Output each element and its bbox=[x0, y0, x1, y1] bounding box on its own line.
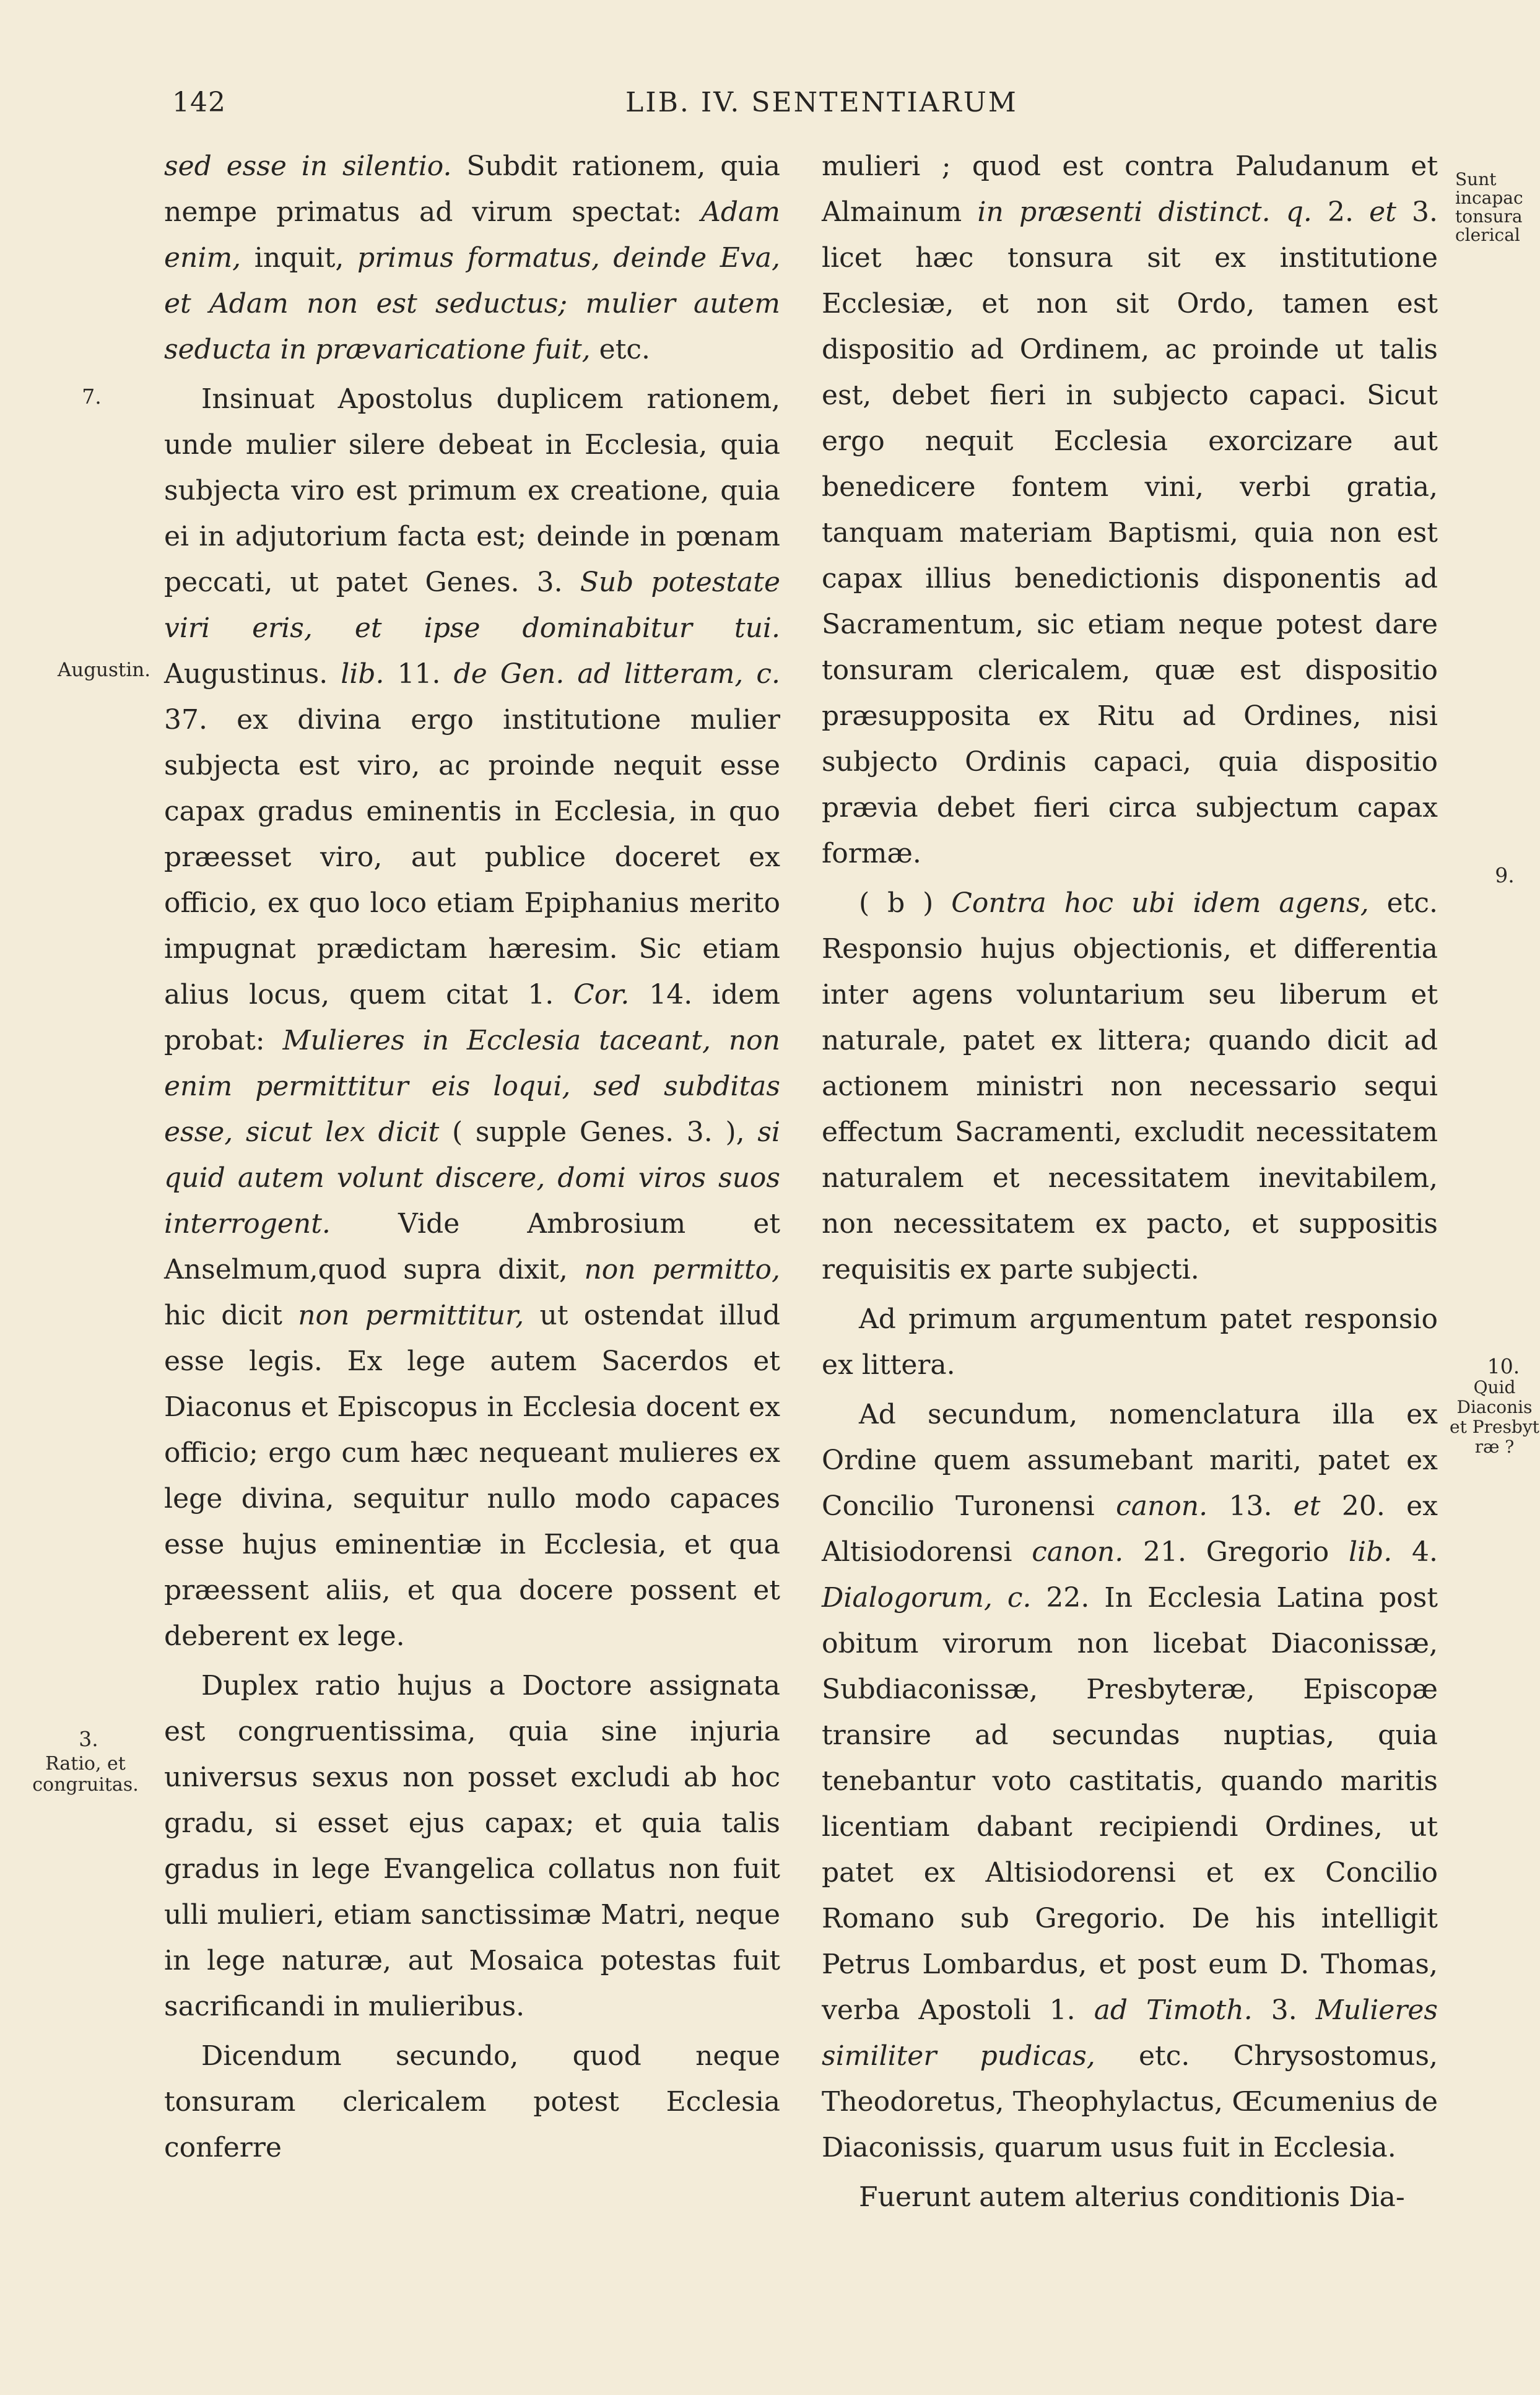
right-column bbox=[822, 144, 1438, 2224]
left-column bbox=[164, 144, 780, 2175]
italic-text-run: Cor. bbox=[573, 979, 630, 1011]
italic-text-run: non permittitur, bbox=[298, 1300, 524, 1331]
text-run: 13. bbox=[1207, 1490, 1294, 1522]
italic-text-run: et bbox=[1293, 1490, 1321, 1522]
italic-text-run: sed esse in silentio. bbox=[164, 150, 452, 182]
text-run: 37. ex divina ergo institutione mulier subjecta est viro, ac proinde nequit esse capax gradus eminentis in Ecclesia, in quo præesset viro, aut publice doceret ex officio, ex quo loco etiam Epiphanius merito impugnat prædictam hæresim. Sic etiam alius locus, quem citat 1. bbox=[164, 704, 780, 1011]
left-paragraph-2 bbox=[164, 376, 780, 1659]
italic-text-run: Adam enim, bbox=[164, 196, 780, 274]
text-run: Vide Ambrosium et Anselmum,quod supra dixit, bbox=[164, 1208, 780, 1285]
text-run: Fuerunt autem alterius conditionis Dia- bbox=[859, 2181, 1405, 2213]
margin-number-10: 10. bbox=[1487, 1354, 1520, 1378]
text-run: 3. licet hæc tonsura sit ex institutione Ecclesiæ, et non sit Ordo, tamen est dispositio ad Ordinem, ac proinde ut talis est, debet fieri in subjecto capaci. Sicut ergo nequit Ecclesia exorcizare aut benedicere fontem vini, verbi gratia, tanquam materiam Baptismi, quia non est capax illius benedictionis disponentis ad Sacramentum, sic etiam neque potest dare tonsuram clericalem, quæ est dispositio præsupposita ex Ritu ad Ordines, nisi subjecto Ordinis capaci, quia dispositio prævia debet fieri circa subjectum capax formæ. bbox=[822, 196, 1438, 869]
text-run: mulieri ; quod est contra Paludanum et Almainum bbox=[822, 150, 1438, 228]
text-run: 2. bbox=[1312, 196, 1370, 228]
margin-note-quid-diaconissae: Quid Diaconis et Presbyt ræ ? bbox=[1450, 1377, 1539, 1457]
right-paragraph-3 bbox=[822, 1297, 1438, 1388]
italic-text-run: Sub potestate viri eris, et ipse dominabitur tui. bbox=[164, 567, 781, 644]
running-title: LIB. IV. SENTENTIARUM bbox=[625, 87, 1018, 118]
text-run: etc. bbox=[590, 334, 651, 365]
text-run: 20. ex Altisiodorensi bbox=[822, 1490, 1438, 1568]
left-paragraph-3 bbox=[164, 1663, 780, 2030]
right-paragraph-2 bbox=[822, 880, 1438, 1293]
text-run: Duplex ratio hujus a Doctore assignata est congruentissima, quia sine injuria universus sexus non posset excludi ab hoc gradu, si esset ejus capax; et quia talis gradus in lege Evangelica collatus non fuit ulli mulieri, etiam sanctissimæ Matri, neque in lege naturæ, aut Mosaica potestas fuit sacrificandi in mulieribus. bbox=[164, 1670, 780, 2022]
page-number: 142 bbox=[172, 87, 226, 118]
text-run: Insinuat Apostolus duplicem rationem, unde mulier silere debeat in Ecclesia, quia subjecta viro est primum ex creatione, quia ei in adjutorium facta est; deinde in pœnam peccati, ut patet Genes. 3. bbox=[164, 383, 780, 598]
text-run: Dicendum secundo, quod neque tonsuram clericalem potest Ecclesia conferre bbox=[164, 2040, 780, 2163]
text-run: Ad secundum, nomenclatura illa ex Ordine quem assumebant mariti, patet ex Concilio Turonensi bbox=[822, 1399, 1438, 1522]
text-run: Subdit rationem, quia nempe primatus ad virum spectat: bbox=[164, 150, 780, 228]
text-run: etc. Chrysostomus, Theodoretus, Theophylactus, Œcumenius de Diaconissis, quarum usus fuit in Ecclesia. bbox=[822, 2040, 1438, 2163]
text-run: ( b ) bbox=[859, 887, 952, 919]
right-paragraph-4 bbox=[822, 1392, 1438, 2171]
right-paragraph-1 bbox=[822, 144, 1438, 877]
right-paragraph-5 bbox=[822, 2175, 1438, 2220]
margin-number-7: 7. bbox=[82, 385, 102, 409]
text-run: inquit, bbox=[241, 242, 357, 274]
text-run: 3. bbox=[1252, 1994, 1316, 2026]
margin-note-augustin: Augustin. bbox=[57, 659, 151, 681]
text-run: 22. In Ecclesia Latina post obitum virorum non licebat Diaconissæ, Subdiaconissæ, Presbyteræ, Episcopæ transire ad secundas nuptias, quia tenebantur voto castitatis, quando maritis licentiam dabant recipiendi Ordines, ut patet ex Altisiodorensi et ex Concilio Romano sub Gregorio. De his intelligit Petrus Lombardus, et post eum D. Thomas, verba Apostoli 1. bbox=[822, 1582, 1438, 2026]
italic-text-run: Dialogorum, c. bbox=[822, 1582, 1032, 1614]
margin-note-ratio-congruitas: Ratio, et congruitas. bbox=[32, 1753, 139, 1796]
italic-text-run: si quid autem volunt discere, domi viros suos interrogent. bbox=[164, 1116, 780, 1240]
text-run: Augustinus. bbox=[164, 658, 341, 690]
text-run: ( supple Genes. 3. ), bbox=[439, 1116, 758, 1148]
left-paragraph-1 bbox=[164, 144, 780, 373]
italic-text-run: et bbox=[1369, 196, 1396, 228]
italic-text-run: non permitto, bbox=[584, 1254, 780, 1285]
text-run: etc. Responsio hujus objectionis, et differentia inter agens voluntarium seu liberum et naturale, patet ex littera; quando dicit ad actionem ministri non necessario sequi effectum Sacramenti, excludit necessitatem naturalem et necessitatem inevitabilem, non necessitatem ex pacto, et suppositis requisitis ex parte subjecti. bbox=[822, 887, 1438, 1285]
italic-text-run: Mulieres similiter pudicas, bbox=[822, 1994, 1438, 2072]
italic-text-run: lib. bbox=[1348, 1536, 1393, 1568]
text-run: 11. bbox=[384, 658, 454, 690]
italic-text-run: de Gen. ad litteram, c. bbox=[453, 658, 780, 690]
text-run: 21. Gregorio bbox=[1123, 1536, 1349, 1568]
margin-number-9: 9. bbox=[1495, 863, 1515, 887]
italic-text-run: canon. bbox=[1032, 1536, 1124, 1568]
italic-text-run: in præsenti distinct. q. bbox=[977, 196, 1312, 228]
left-paragraph-4 bbox=[164, 2033, 780, 2171]
italic-text-run: ad Timoth. bbox=[1094, 1994, 1253, 2026]
italic-text-run: Contra hoc ubi idem agens, bbox=[951, 887, 1369, 919]
italic-text-run: Mulieres in Ecclesia taceant, non enim permittitur eis loqui, sed subditas esse, sicut lex dicit bbox=[164, 1025, 780, 1148]
italic-text-run: primus formatus, deinde Eva, et Adam non est seductus; mulier autem seducta in prævaricatione fuit, bbox=[164, 242, 780, 365]
italic-text-run: canon. bbox=[1116, 1490, 1208, 1522]
margin-note-sunt-incapaces: Sunt incapac tonsura clerical bbox=[1455, 169, 1523, 245]
text-run: Ad primum argumentum patet responsio ex littera. bbox=[822, 1303, 1438, 1381]
text-run: ut ostendat illud esse legis. Ex lege autem Sacerdos et Diaconus et Episcopus in Ecclesia docent ex officio; ergo cum hæc nequeant mulieres ex lege divina, sequitur nullo modo capaces esse hujus eminentiæ in Ecclesia, et qua præessent aliis, et qua docere possent et deberent ex lege. bbox=[164, 1300, 780, 1652]
text-run: 4. bbox=[1392, 1536, 1438, 1568]
italic-text-run: lib. bbox=[341, 658, 385, 690]
text-run: 14. idem probat: bbox=[164, 979, 780, 1056]
text-run: hic dicit bbox=[164, 1300, 298, 1331]
margin-number-3: 3. bbox=[79, 1727, 98, 1751]
